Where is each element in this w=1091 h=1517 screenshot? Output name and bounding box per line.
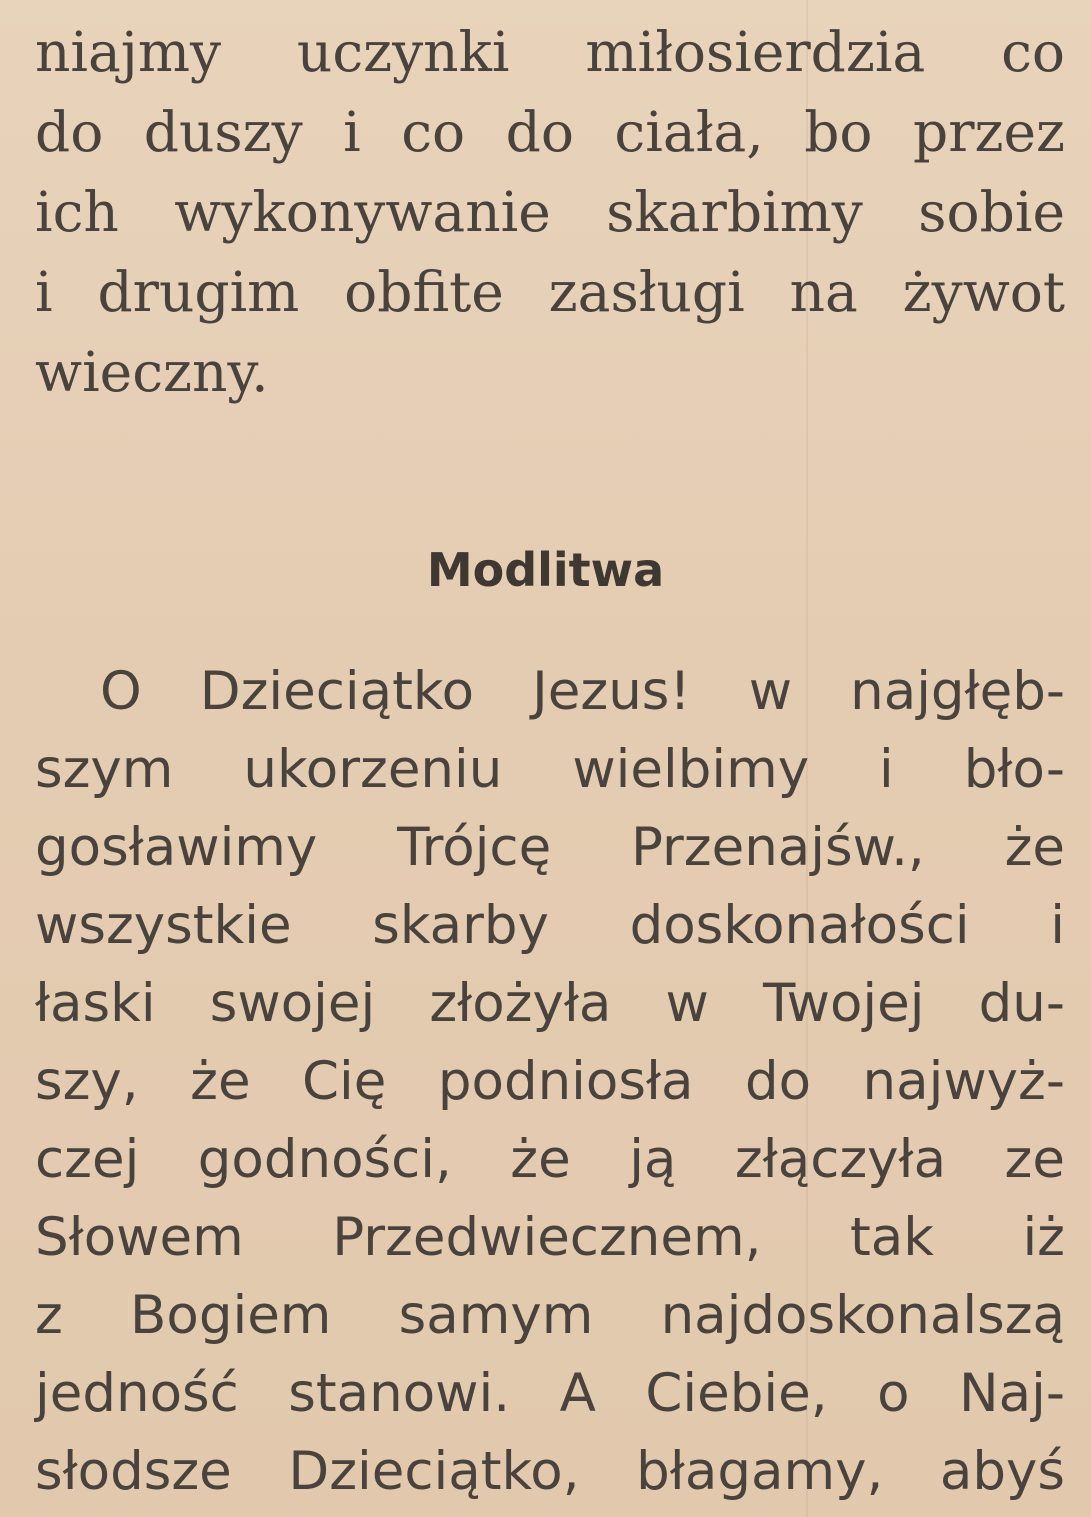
text-line: z Bogiem samym najdoskonalszą bbox=[35, 1285, 1065, 1346]
text-line: Słowem Przedwiecznem, tak iż bbox=[35, 1207, 1065, 1268]
text-line: niajmy uczynki miłosierdzia co bbox=[35, 20, 1065, 84]
text-line: do duszy i co do ciała, bo przez bbox=[35, 100, 1065, 164]
text-line: ich wykonywanie skarbimy sobie bbox=[35, 180, 1065, 244]
text-line: wieczny. bbox=[35, 340, 269, 404]
text-line: szy, że Cię podniosła do najwyż- bbox=[35, 1051, 1065, 1112]
section-heading: Modlitwa bbox=[426, 543, 665, 597]
text-line: i drugim obfite zasługi na żywot bbox=[35, 260, 1065, 324]
text-line: słodsze Dzieciątko, błagamy, abyś bbox=[35, 1441, 1065, 1502]
text-line: łaski swojej złożyła w Twojej du- bbox=[35, 973, 1065, 1034]
text-line: O Dzieciątko Jezus! w najgłęb- bbox=[100, 661, 1065, 722]
text-line: czej godności, że ją złączyła ze bbox=[35, 1129, 1065, 1190]
text-line: wszystkie skarby doskonałości i bbox=[35, 895, 1065, 956]
text-line: gosławimy Trójcę Przenajśw., że bbox=[35, 817, 1065, 878]
text-line: jedność stanowi. A Ciebie, o Naj- bbox=[35, 1363, 1065, 1424]
text-line: szym ukorzeniu wielbimy i bło- bbox=[35, 739, 1065, 800]
